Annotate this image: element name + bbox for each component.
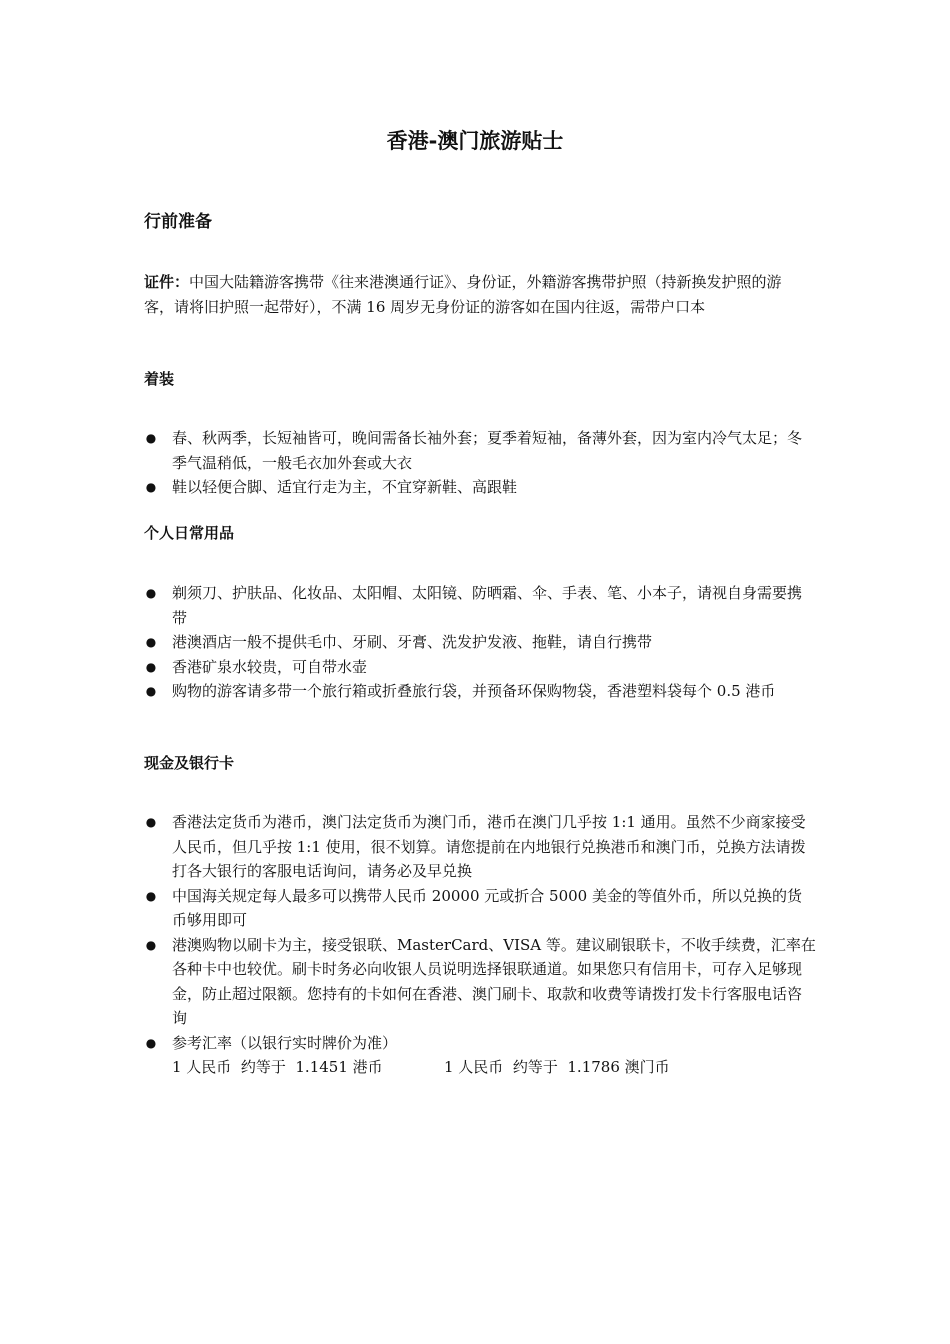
section-heading-prep: 行前准备 [144,212,212,232]
list-item-text: 春、秋两季，长短袖皆可，晚间需备长袖外套；夏季着短袖，备薄外套，因为室内冷气太足；冬季气温稍低，一般毛衣加外套或大衣 [172,429,803,472]
list-item [144,475,816,500]
clothing-list [144,426,816,500]
daily-items-list [144,581,816,704]
list-item-text: 剃须刀、护肤品、化妆品、太阳帽、太阳镜、防晒霜、伞、手表、笔、小本子，请视自身需要携带 [172,584,803,627]
bullet-icon: ● [145,1035,157,1050]
list-item [144,884,816,933]
list-item-text: 香港法定货币为港币，澳门法定货币为澳门币，港币在澳门几乎按 1:1 通用。虽然不少商家接受人民币，但几乎按 1:1 使用，很不划算。请您提前在内地银行兑换港币和澳门币，兑换方法请拨打各大银行的客服电话询问，请务必及早兑换 [172,813,806,880]
hkd-rate: 1 人民币 约等于 1.1451 港币 [172,1058,383,1076]
bullet-icon: ● [145,586,157,600]
list-item-text: 购物的游客请多带一个旅行箱或折叠旅行袋，并预备环保购物袋，香港塑料袋每个 0.5 港币 [172,682,776,700]
list-item [144,679,816,704]
list-item [144,655,816,680]
list-item-text: 鞋以轻便合脚、适宜行走为主，不宜穿新鞋、高跟鞋 [172,478,518,496]
bullet-icon: ● [145,659,157,674]
list-item [144,426,816,475]
bullet-icon: ● [145,888,157,903]
bullet-icon: ● [145,431,157,445]
bullet-icon: ● [145,635,157,649]
exchange-rate-label: 参考汇率（以银行实时牌价为准） [172,1033,398,1052]
list-item-text: 香港矿泉水较贵，可自带水壶 [172,657,368,676]
money-list [144,810,816,1080]
list-item [144,581,816,630]
page-title: 香港-澳门旅游贴士 [386,129,564,153]
bullet-icon: ● [145,815,157,829]
subheading-clothing: 着装 [144,370,175,388]
documents-label: 证件： [144,273,190,291]
list-item-exchange-rates [144,1031,816,1080]
bullet-icon: ● [145,480,157,494]
documents-paragraph [144,270,810,319]
exchange-rate-row [172,1055,816,1080]
bullet-icon: ● [145,684,157,698]
list-item-text: 港澳酒店一般不提供毛巾、牙刷、牙膏、洗发护发液、拖鞋，请自行携带 [172,633,653,651]
subheading-money: 现金及银行卡 [144,754,235,772]
documents-text: 中国大陆籍游客携带《往来港澳通行证》、身份证，外籍游客携带护照（持新换发护照的游客，请将旧护照一起带好），不满 16 周岁无身份证的游客如在国内往返，需带户口本 [144,273,782,316]
list-item-text: 港澳购物以刷卡为主，接受银联、MasterCard、VISA 等。建议刷银联卡，不收手续费，汇率在各种卡中也较优。刷卡时务必向收银人员说明选择银联通道。如果您只有信用卡，可存入足够现金，防止超过限额。您持有的卡如何在香港、澳门刷卡、取款和收费等请拨打发卡行客服电话咨询 [172,935,816,1027]
list-item [144,810,816,884]
bullet-icon: ● [145,937,157,952]
subheading-daily-items: 个人日常用品 [144,524,235,542]
list-item [144,933,816,1031]
mop-rate: 1 人民币 约等于 1.1786 澳门币 [444,1058,670,1076]
list-item [144,630,816,655]
list-item-text: 中国海关规定每人最多可以携带人民币 20000 元或折合 5000 美金的等值外币，所以兑换的货币够用即可 [172,886,802,929]
